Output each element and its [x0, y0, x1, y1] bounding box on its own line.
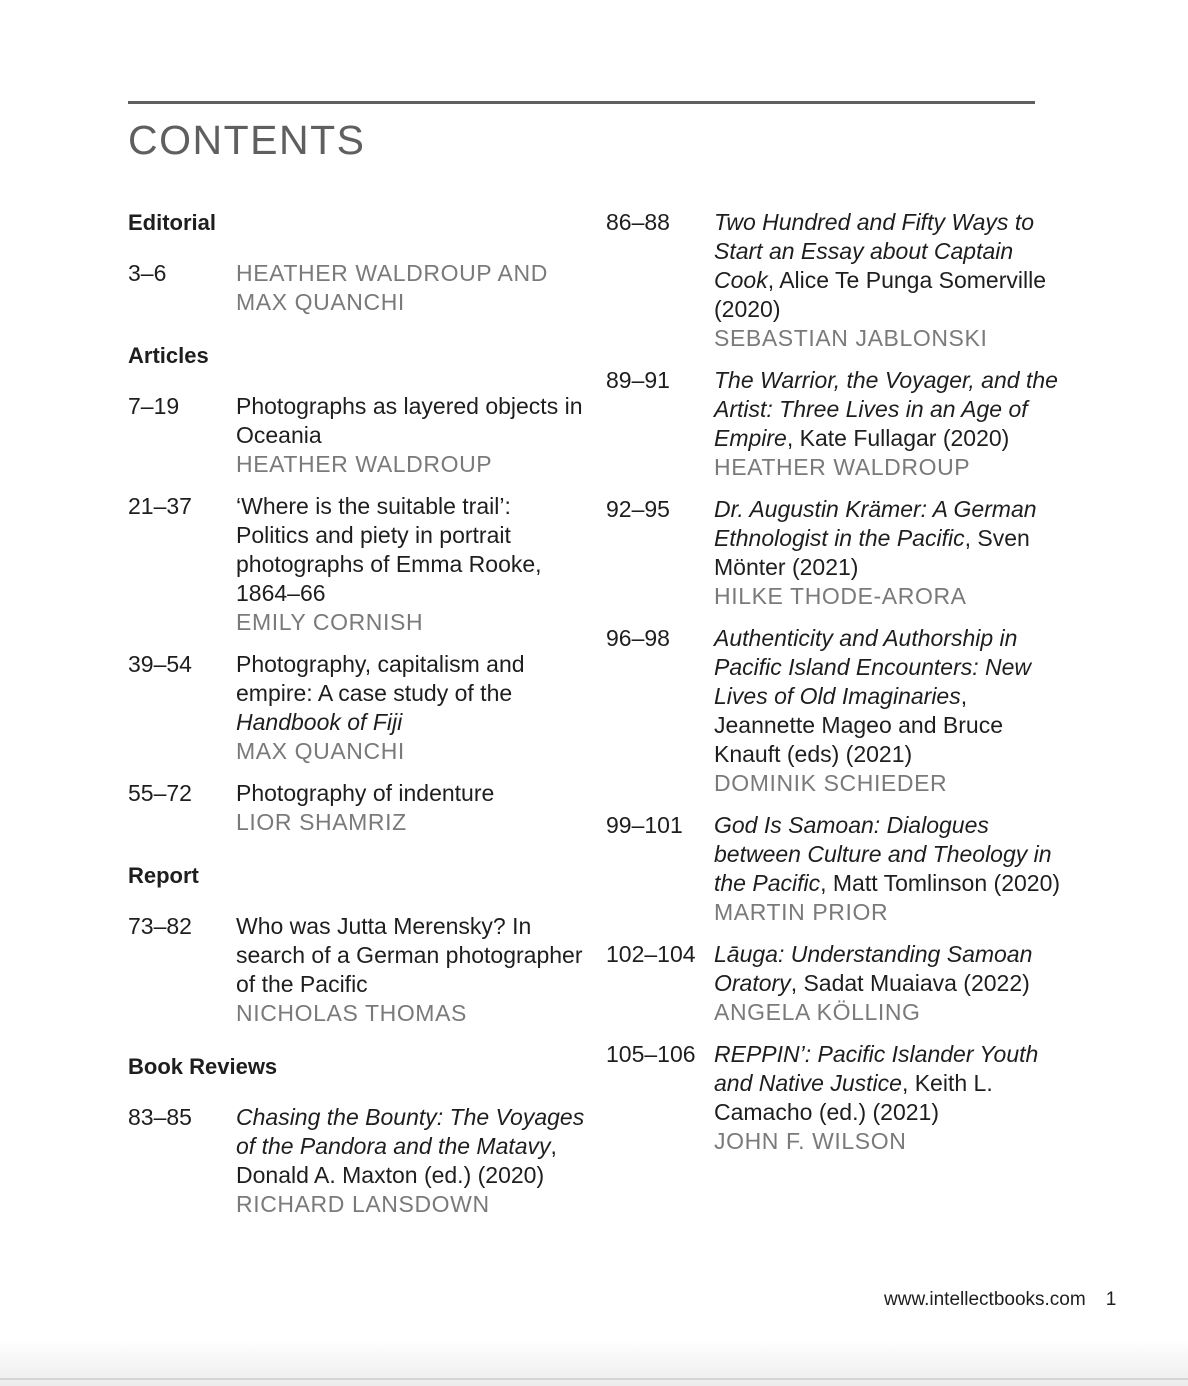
entry-title: [236, 1103, 588, 1190]
book-title: REPPIN’: Pacific Islander Youth and Native Justice: [714, 1041, 1039, 1096]
book-details: , Matt Tomlinson (2020): [820, 870, 1061, 896]
book-details: , Jeannette Mageo and Bruce Knauft (eds) (2021): [714, 683, 1003, 767]
section-heading: Report: [128, 863, 199, 888]
book-title: The Warrior, the Voyager, and the Artist: Three Lives in an Age of Empire: [714, 367, 1058, 451]
entry-author: DOMINIK SCHIEDER: [714, 770, 948, 796]
entry-author: HEATHER WALDROUP AND MAX QUANCHI: [236, 260, 548, 315]
top-rule: [128, 101, 1035, 104]
entry-title: [714, 624, 1066, 769]
entry-title: [714, 811, 1066, 898]
page-range: 105–106: [606, 1041, 696, 1067]
book-title: Dr. Augustin Krämer: A German Ethnologist in the Pacific: [714, 496, 1037, 551]
entry-title: [714, 208, 1066, 324]
contents-left-column: [128, 208, 588, 1243]
book-title: Lāuga: Understanding Samoan Oratory: [714, 941, 1033, 996]
section-editorial: [128, 208, 588, 317]
section-articles: [128, 341, 588, 837]
toc-entry[interactable]: [128, 779, 588, 837]
page-range: 89–91: [606, 367, 670, 393]
section-heading: Articles: [128, 343, 209, 368]
book-title: God Is Samoan: Dialogues between Culture and Theology in the Pacific: [714, 812, 1052, 896]
entry-author: HILKE THODE-ARORA: [714, 583, 967, 609]
section-heading: Book Reviews: [128, 1054, 278, 1079]
footer-url[interactable]: www.intellectbooks.com: [884, 1289, 1086, 1310]
toc-entry[interactable]: [128, 492, 588, 637]
toc-entry[interactable]: [128, 650, 588, 766]
book-title: Two Hundred and Fifty Ways to Start an Essay about Captain Cook: [714, 209, 1035, 293]
toc-entry[interactable]: [128, 1103, 588, 1219]
entry-title: [236, 650, 588, 737]
page-title: CONTENTS: [128, 117, 366, 163]
page-number: 1: [1105, 1289, 1117, 1310]
page-range: 55–72: [128, 780, 192, 806]
toc-entry[interactable]: [128, 912, 588, 1028]
entry-title: Photography of indenture: [236, 780, 495, 806]
toc-entry[interactable]: [606, 366, 1066, 482]
entry-title: Who was Jutta Merensky? In search of a German photographer of the Pacific: [236, 913, 583, 997]
entry-author: MAX QUANCHI: [236, 738, 405, 764]
page-range: 96–98: [606, 625, 670, 651]
section-book-reviews: [128, 1052, 588, 1219]
entry-title: [714, 940, 1066, 998]
toc-entry[interactable]: [606, 811, 1066, 927]
section-report: [128, 861, 588, 1028]
page-range: 73–82: [128, 913, 192, 939]
book-title: Chasing the Bounty: The Voyages of the Pandora and the Matavy: [236, 1104, 585, 1159]
entry-title-italic: Handbook of Fiji: [236, 709, 403, 735]
entry-author: JOHN F. WILSON: [714, 1128, 907, 1154]
page-range: 21–37: [128, 493, 192, 519]
entry-author: RICHARD LANSDOWN: [236, 1191, 490, 1217]
book-details: , Sadat Muaiava (2022): [790, 970, 1030, 996]
page-range: 92–95: [606, 496, 670, 522]
entry-author: NICHOLAS THOMAS: [236, 1000, 467, 1026]
book-title: Authenticity and Authorship in Pacific Island Encounters: New Lives of Old Imaginaries: [714, 625, 1032, 709]
entry-author: MARTIN PRIOR: [714, 899, 889, 925]
page-range: 99–101: [606, 812, 683, 838]
entry-title: Photographs as layered objects in Oceania: [236, 393, 583, 448]
entry-author: EMILY CORNISH: [236, 609, 424, 635]
page-edge-line: [0, 1378, 1188, 1380]
toc-entry[interactable]: [128, 392, 588, 479]
entry-title: [714, 495, 1066, 582]
page-range: 3–6: [128, 260, 167, 286]
entry-title: [714, 366, 1066, 453]
entry-author: HEATHER WALDROUP: [236, 451, 493, 477]
book-details: , Kate Fullagar (2020): [786, 425, 1010, 451]
page-range: 86–88: [606, 209, 670, 235]
toc-entry[interactable]: [606, 940, 1066, 1027]
toc-entry[interactable]: [606, 208, 1066, 353]
entry-author: ANGELA KÖLLING: [714, 999, 921, 1025]
entry-title: ‘Where is the suitable trail’: Politics and piety in portrait photographs of Emma Rooke, 1864–66: [236, 493, 542, 606]
entry-author: LIOR SHAMRIZ: [236, 809, 407, 835]
toc-entry[interactable]: [606, 495, 1066, 611]
page-range: 7–19: [128, 393, 180, 419]
contents-right-column: [606, 208, 1066, 1169]
book-details: , Donald A. Maxton (ed.) (2020): [236, 1133, 557, 1188]
entry-author: HEATHER WALDROUP: [714, 454, 971, 480]
page-range: 102–104: [606, 941, 696, 967]
entry-title-text: Photography, capitalism and empire: A case study of the: [236, 651, 525, 706]
toc-entry[interactable]: [606, 1040, 1066, 1156]
page-footer: [884, 1289, 1116, 1311]
section-heading: Editorial: [128, 210, 217, 235]
toc-entry[interactable]: [606, 624, 1066, 798]
entry-title: [714, 1040, 1066, 1127]
book-details: , Alice Te Punga Somerville (2020): [714, 267, 1046, 322]
book-details: , Sven Mönter (2021): [714, 525, 1030, 580]
toc-entry[interactable]: [128, 259, 588, 317]
book-details: , Keith L. Camacho (ed.) (2021): [714, 1070, 993, 1125]
page-range: 39–54: [128, 651, 192, 677]
page-range: 83–85: [128, 1104, 192, 1130]
entry-author: SEBASTIAN JABLONSKI: [714, 325, 988, 351]
